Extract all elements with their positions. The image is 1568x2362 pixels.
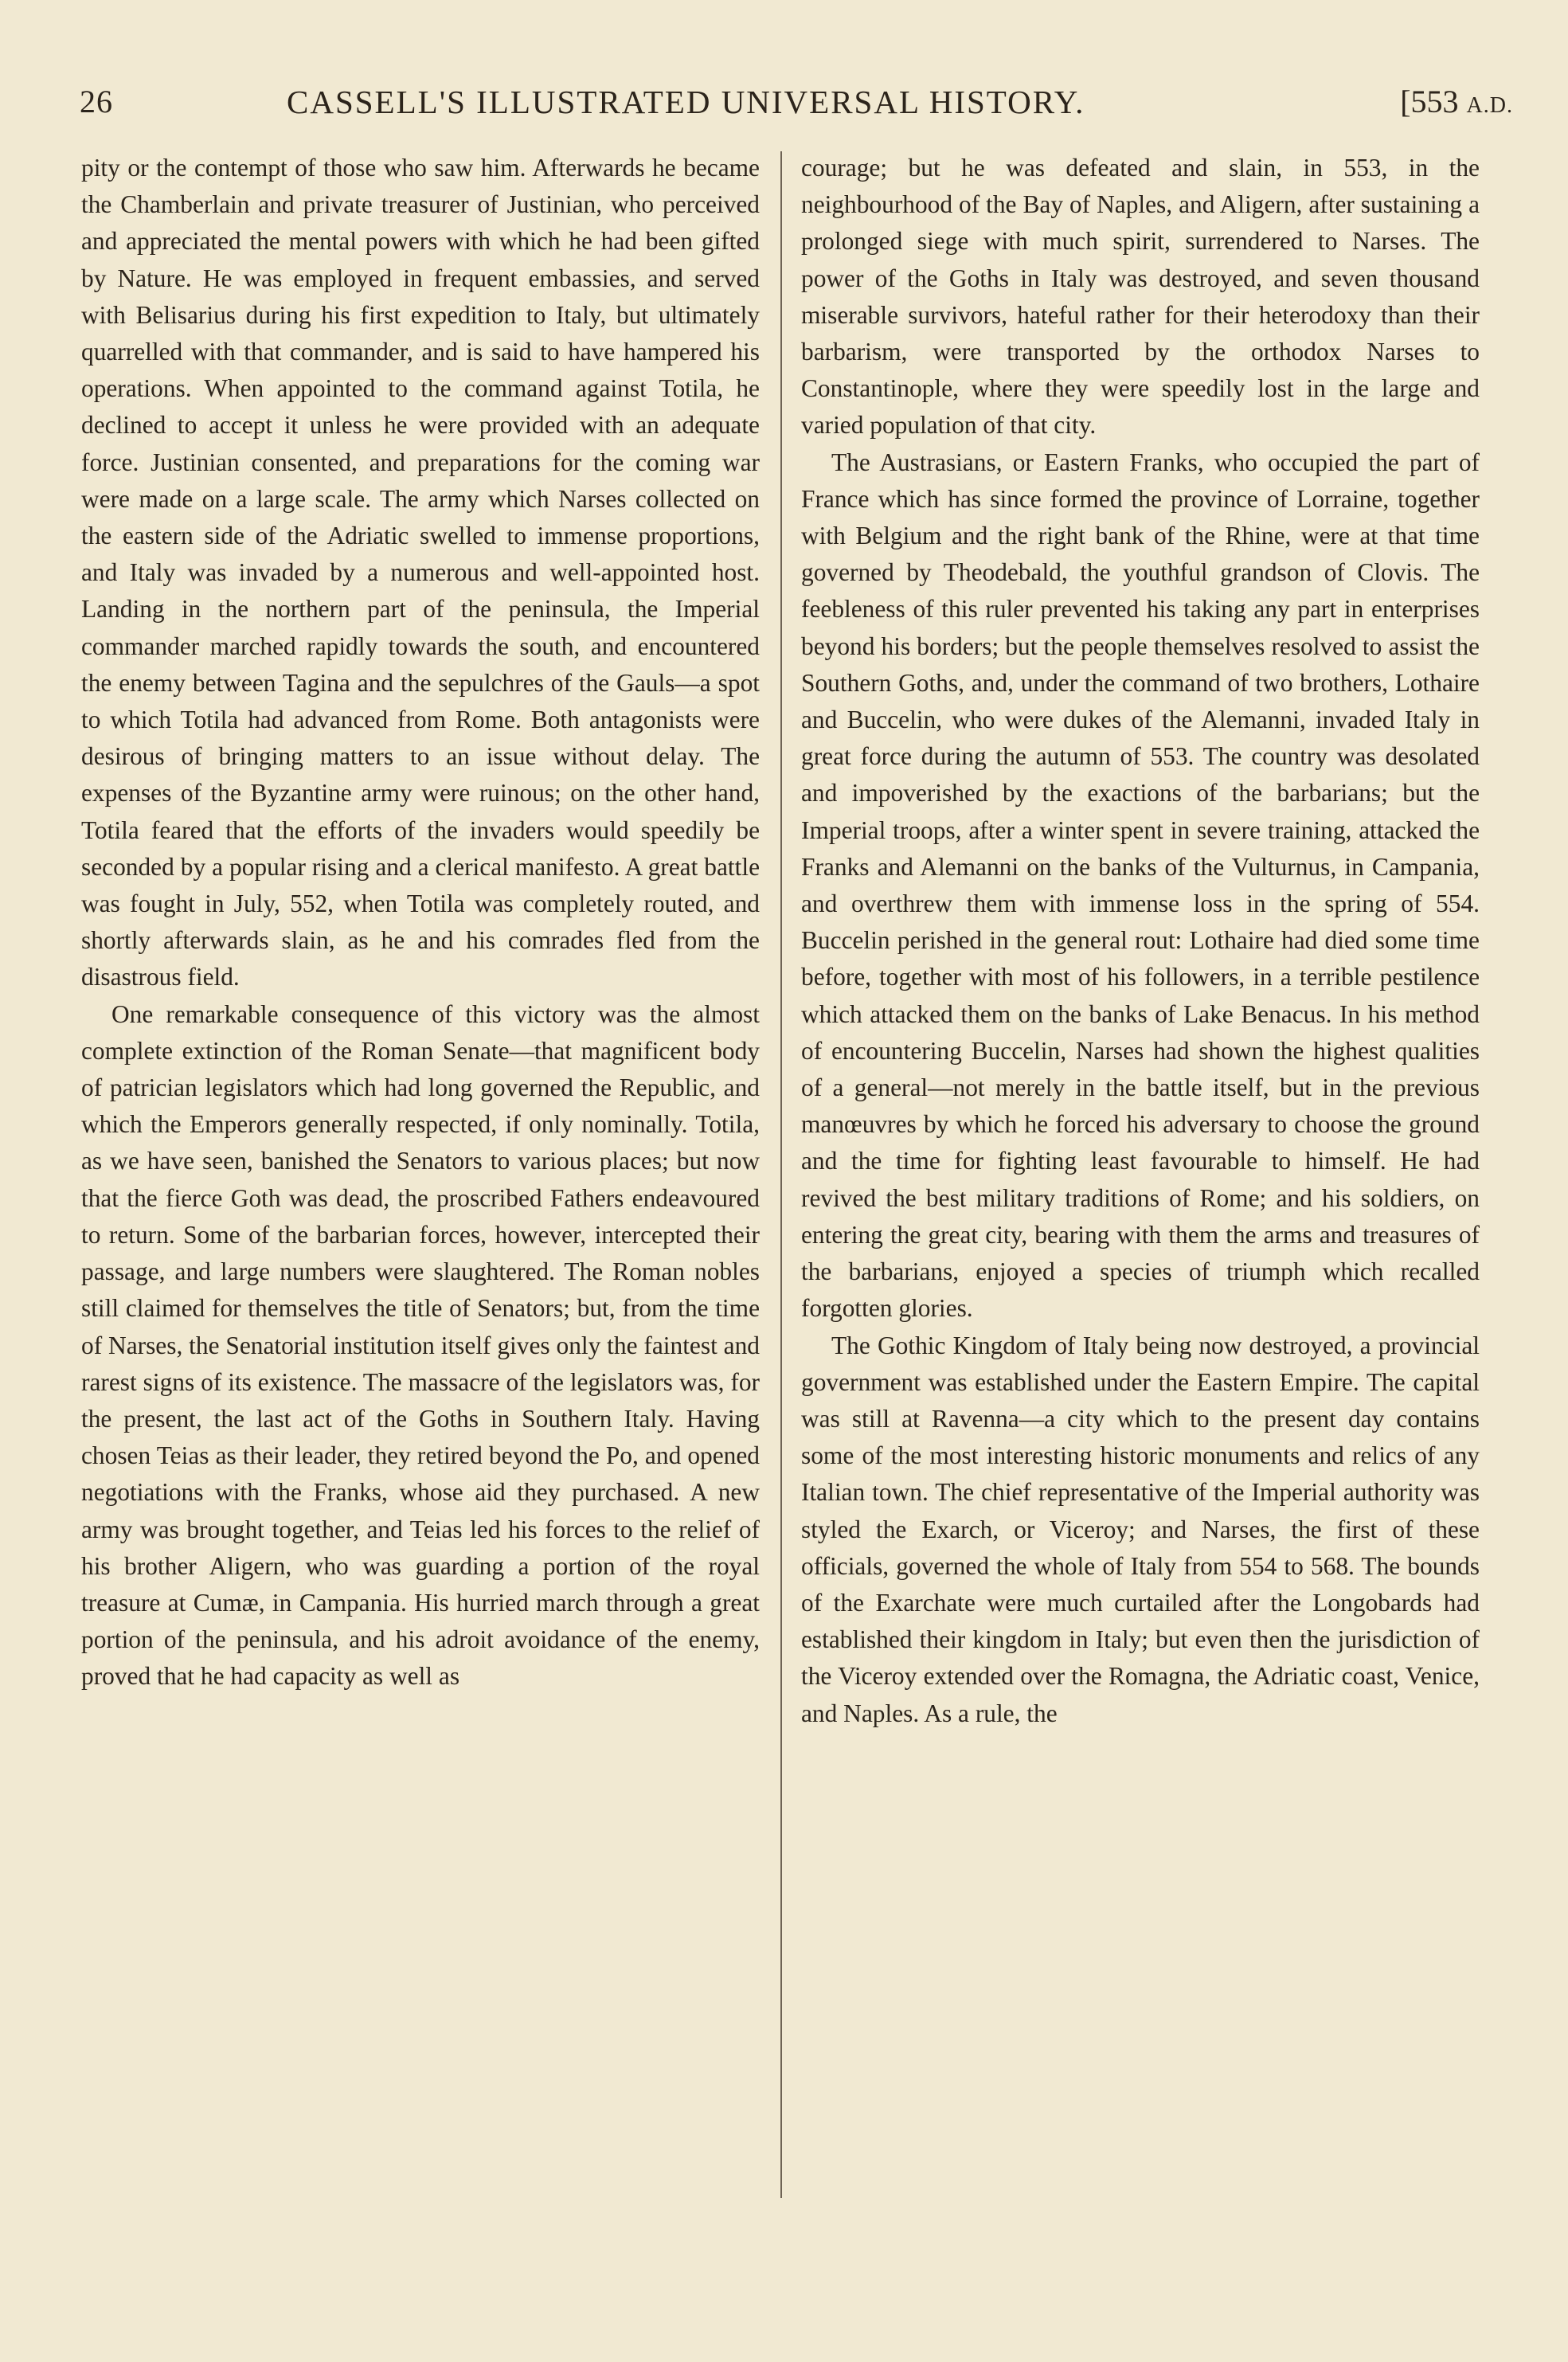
paragraph: One remarkable consequence of this victory was the almost complete extinction of the Roman Senate—that magnificent body of patrician legislators which had long governed the Republic, and which the Emperors generally respected, if only nominally. Totila, as we have seen, banished the Senators to various places; but now that the fierce Goth was dead, the proscribed Fathers endeavoured to return. Some of the barbarian forces, however, intercepted their passage, and large numbers were slaughtered. The Roman nobles still claimed for themselves the title of Senators; but, from the time of Narses, the Senatorial institution itself gives only the faintest and rarest signs of its existence. The massacre of the legislators was, for the present, the last act of the Goths in Southern Italy. Having chosen Teias as their leader, they retired beyond the Po, and opened negotiations with the Franks, whose aid they purchased. A new army was brought together, and Teias led his forces to the relief of his brother Aligern, who was guarding a portion of the royal treasure at Cumæ, in Campania. His hurried march through a great portion of the peninsula, and his adroit avoidance of the enemy, proved that he had capacity as well as bbox=[81, 999, 760, 1691]
paragraph: courage; but he was defeated and slain, in 553, in the neighbourhood of the Bay of Naples, and Aligern, after sustaining a prolonged siege with much spirit, surrendered to Narses. The power of the Goths in Italy was destroyed, and seven thousand miserable survivors, hateful rather for their heterodoxy than their barbarism, were transported by the orthodox Narses to Constantinople, where they were speedily lost in the large and varied population of that city. bbox=[801, 154, 1480, 440]
right-column bbox=[801, 150, 1480, 1732]
paragraph: The Austrasians, or Eastern Franks, who occupied the part of France which has since formed the province of Lorraine, together with Belgium and the right bank of the Rhine, were at that time governed by Theodebald, the youthful grandson of Clovis. The feebleness of this ruler prevented his taking any part in enterprises beyond his borders; but the people themselves resolved to assist the Southern Goths, and, under the command of two brothers, Lothaire and Buccelin, who were dukes of the Alemanni, invaded Italy in great force during the autumn of 553. The country was desolated and impoverished by the exactions of the barbarians; but the Imperial troops, after a winter spent in severe training, attacked the Franks and Alemanni on the banks of the Vulturnus, in Campania, and overthrew them with immense loss in the spring of 554. Buccelin perished in the general rout: Lothaire had died some time before, together with most of his followers, in a terrible pestilence which attacked them on the banks of Lake Benacus. In his method of encountering Buccelin, Narses had shown the highest qualities of a general—not merely in the battle itself, but in the previous manœuvres by which he forced his adversary to choose the ground and the time for fighting least favourable to himself. He had revived the best military traditions of Rome; and his soldiers, on entering the great city, bearing with them the arms and treasures of the barbarians, enjoyed a species of triumph which recalled forgotten glories. bbox=[801, 448, 1480, 1323]
running-header bbox=[80, 83, 1513, 131]
left-column bbox=[81, 150, 760, 1695]
paragraph: pity or the contempt of those who saw him. Afterwards he became the Chamberlain and private treasurer of Justinian, who perceived and appreciated the mental powers with which he had been gifted by Nature. He was employed in frequent embassies, and served with Belisarius during his first expedition to Italy, but ultimately quarrelled with that commander, and is said to have hampered his operations. When appointed to the command against Totila, he declined to accept it unless he were provided with an adequate force. Justinian consented, and preparations for the coming war were made on a large scale. The army which Narses collected on the eastern side of the Adriatic swelled to immense proportions, and Italy was invaded by a numerous and well-appointed host. Landing in the northern part of the peninsula, the Imperial commander marched rapidly towards the south, and encountered the enemy between Tagina and the sepulchres of the Gauls—a spot to which Totila had advanced from Rome. Both antagonists were desirous of bringing matters to an issue without delay. The expenses of the Byzantine army were ruinous; on the other hand, Totila feared that the efforts of the invaders would speedily be seconded by a popular rising and a clerical manifesto. A great battle was fought in July, 552, when Totila was completely routed, and shortly afterwards slain, as he and his comrades fled from the disastrous field. bbox=[81, 154, 760, 991]
running-date-era: A.D. bbox=[1466, 93, 1513, 118]
running-date-year: [553 bbox=[1400, 84, 1459, 119]
page-number: 26 bbox=[80, 84, 113, 119]
paragraph: The Gothic Kingdom of Italy being now destroyed, a provincial government was established under the Eastern Empire. The capital was still at Ravenna—a city which to the present day contains some of the most interesting historic monuments and relics of any Italian town. The chief representative of the Imperial authority was styled the Exarch, or Viceroy; and Narses, the first of these officials, governed the whole of Italy from 554 to 568. The bounds of the Exarchate were much curtailed after the Longobards had established their kingdom in Italy; but even then the jurisdiction of the Viceroy extended over the Romagna, the Adriatic coast, Venice, and Naples. As a rule, the bbox=[801, 1331, 1480, 1727]
running-date bbox=[1400, 83, 1513, 120]
column-divider bbox=[780, 151, 782, 2198]
running-title: CASSELL'S ILLUSTRATED UNIVERSAL HISTORY. bbox=[287, 84, 1085, 120]
